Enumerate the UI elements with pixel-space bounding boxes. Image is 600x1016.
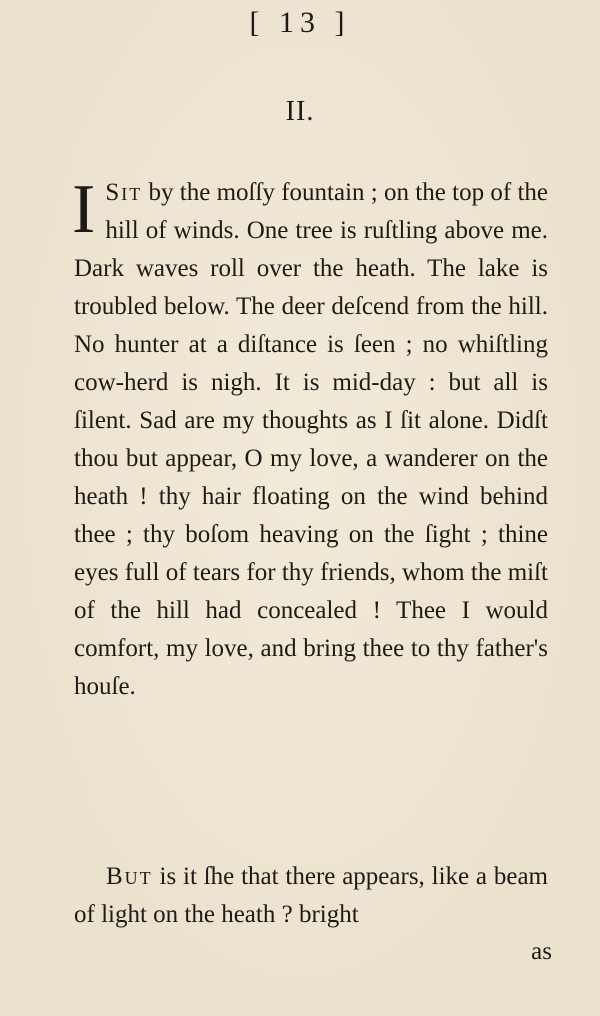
paragraph-2-lead: But	[106, 863, 153, 890]
paragraph-1-lead: Sit	[105, 179, 143, 206]
page-number: [ 13 ]	[249, 6, 351, 39]
section-heading: II.	[285, 96, 315, 127]
catchword: as	[531, 938, 552, 965]
paragraph-1	[72, 171, 548, 706]
paragraph-2-text: is it ſhe that there appears, like a beam of light on the heath ? bright	[74, 863, 548, 928]
paragraph-1-text: by the moſſy fountain ; on the top of the hill of winds. One tree is ruſtling above me. Dark waves roll over the heath. The lake is troubled below. The deer deſcend from the hill. No hunter at a diſtance is ſeen ; no whiſtling cow-herd is nigh. It is mid-day : but all is ſilent. Sad are my thoughts as I ſit alone. Didſt thou but appear, O my love, a wanderer on the heath ! thy hair floating on the wind behind thee ; thy boſom heaving on the ſight ; thine eyes full of tears for thy friends, whom the miſt of the hill had concealed ! Thee I would comfort, my love, and bring thee to thy father's houſe.	[74, 179, 548, 700]
drop-cap: I	[72, 171, 96, 248]
paragraph-2	[74, 858, 548, 934]
